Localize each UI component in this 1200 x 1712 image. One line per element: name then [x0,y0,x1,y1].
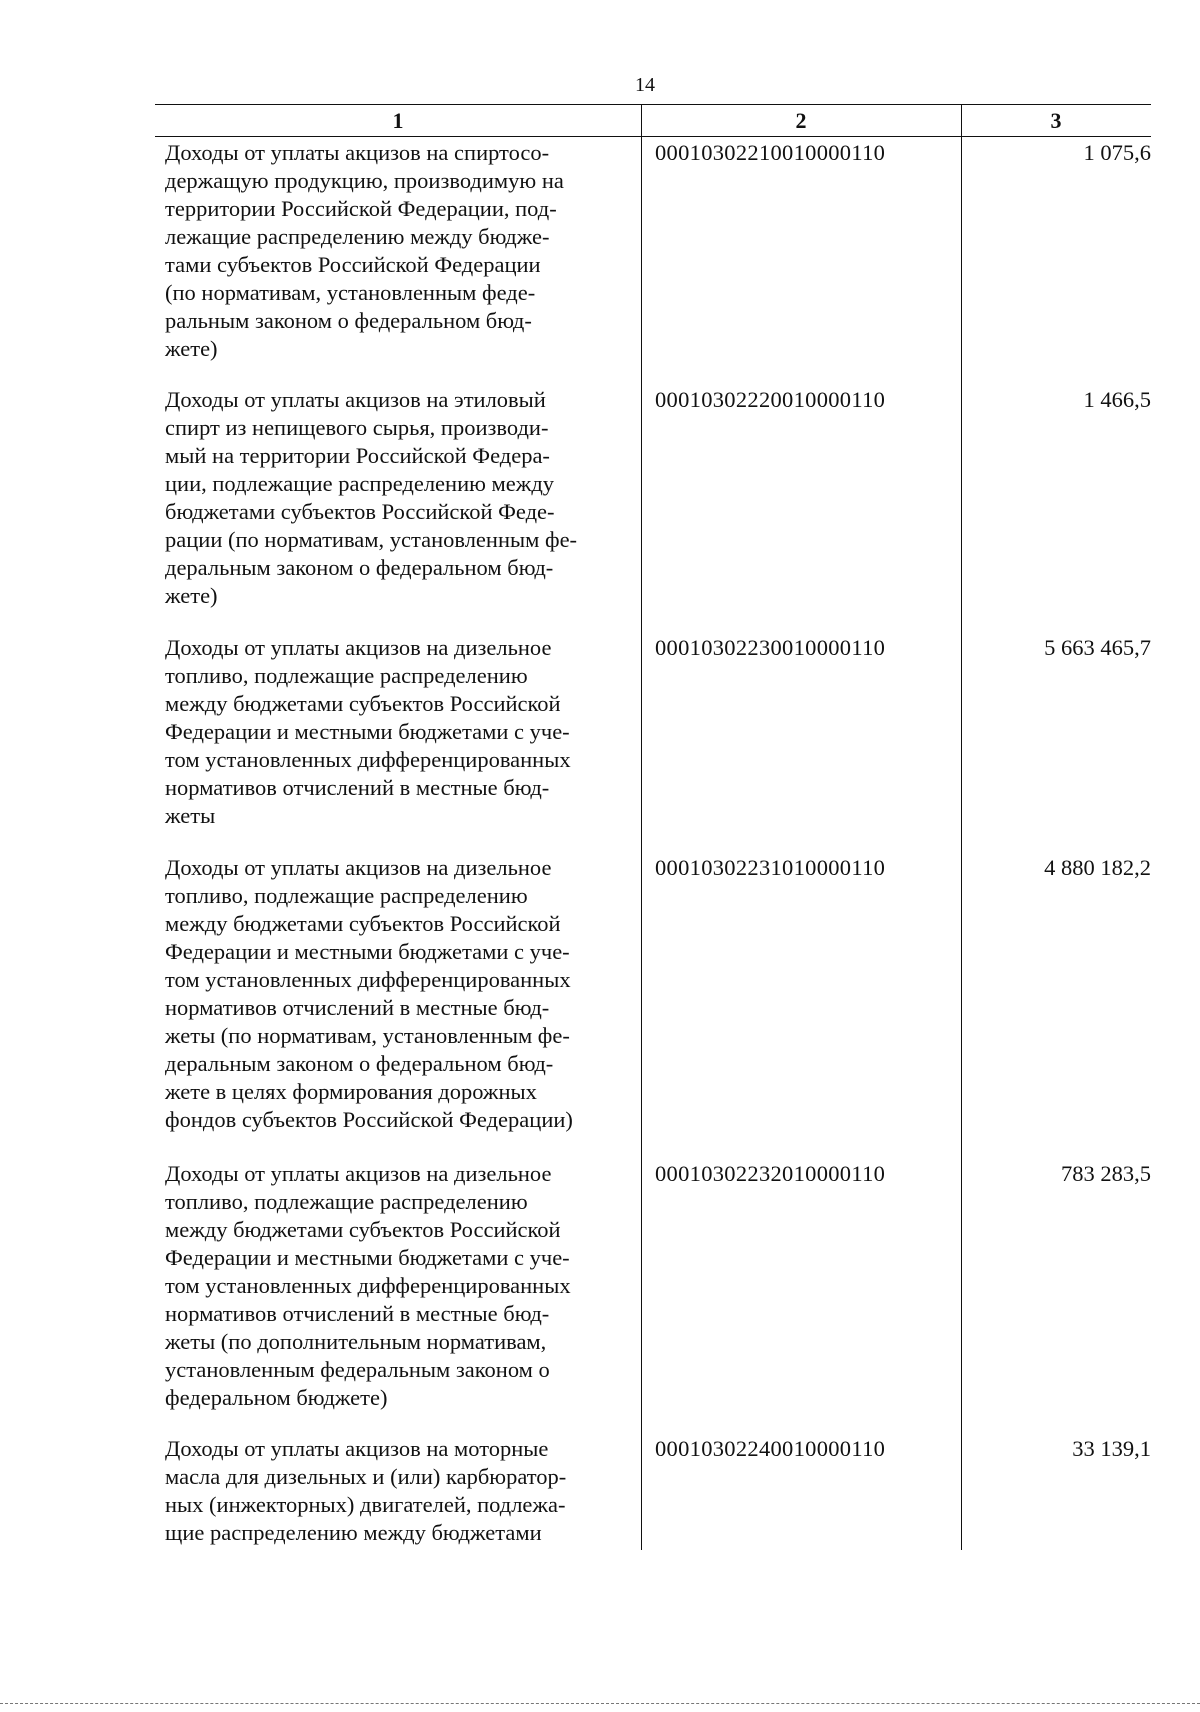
row-amount: 33 139,1 [1072,1436,1151,1461]
column-header-1: 1 [392,108,404,133]
table-top-rule [155,104,1151,105]
revenue-table [155,104,1151,1550]
page-bottom-edge [0,1703,1200,1704]
row-code: 00010302232010000110 [655,1161,886,1186]
row-description: Доходы от уплаты акцизов на этиловый спирт из непищевого сырья, производи- мый на территории Российской Федера- ции, подлежащие распределению между бюджетами субъектов Российской Феде- рации (по нормативам, установленным фе- деральным законом о федеральном бюд- жете) [165,387,578,608]
table-header-rule [155,136,1151,137]
row-description: Доходы от уплаты акцизов на моторные масла для дизельных и (или) карбюратор- ных (инжекторных) двигателей, подлежа- щие распределению между бюджетами [165,1436,567,1545]
column-divider-1 [641,104,642,1550]
page-number: 14 [635,74,655,96]
row-amount: 1 075,6 [1083,140,1151,165]
row-description: Доходы от уплаты акцизов на дизельное топливо, подлежащие распределению между бюджетами субъектов Российской Федерации и местными бюджетами с уче- том установленных дифференцированных нормативов отчислений в местные бюд- жеты (по нормативам, установленным фе- деральным законом о федеральном бюд- жете в целях формирования дорожных фондов субъектов Российской Федерации) [165,855,573,1132]
row-amount: 5 663 465,7 [1044,635,1151,660]
row-code: 00010302220010000110 [655,387,886,412]
row-description: Доходы от уплаты акцизов на дизельное топливо, подлежащие распределению между бюджетами субъектов Российской Федерации и местными бюджетами с уче- том установленных дифференцированных нормативов отчислений в местные бюд- жеты [165,635,571,828]
row-amount: 1 466,5 [1083,387,1151,412]
row-description: Доходы от уплаты акцизов на спиртосо- держащую продукцию, производимую на территории Российской Федерации, под- лежащие распределению между бюдже- тами субъектов Российской Федерации (по нормативам, установленным феде- ральным законом о федеральном бюд- жете) [165,140,564,361]
row-amount: 4 880 182,2 [1044,855,1151,880]
column-header-3: 3 [1050,108,1062,133]
row-code: 00010302240010000110 [655,1436,886,1461]
row-amount: 783 283,5 [1061,1161,1151,1186]
row-code: 00010302210010000110 [655,140,886,165]
column-divider-2 [961,104,962,1550]
row-code: 00010302230010000110 [655,635,886,660]
column-header-2: 2 [795,108,807,133]
row-code: 00010302231010000110 [655,855,886,880]
row-description: Доходы от уплаты акцизов на дизельное топливо, подлежащие распределению между бюджетами субъектов Российской Федерации и местными бюджетами с уче- том установленных дифференцированных нормативов отчислений в местные бюд- жеты (по дополнительным нормативам, установленным федеральным законом о федеральном бюджете) [165,1161,571,1410]
